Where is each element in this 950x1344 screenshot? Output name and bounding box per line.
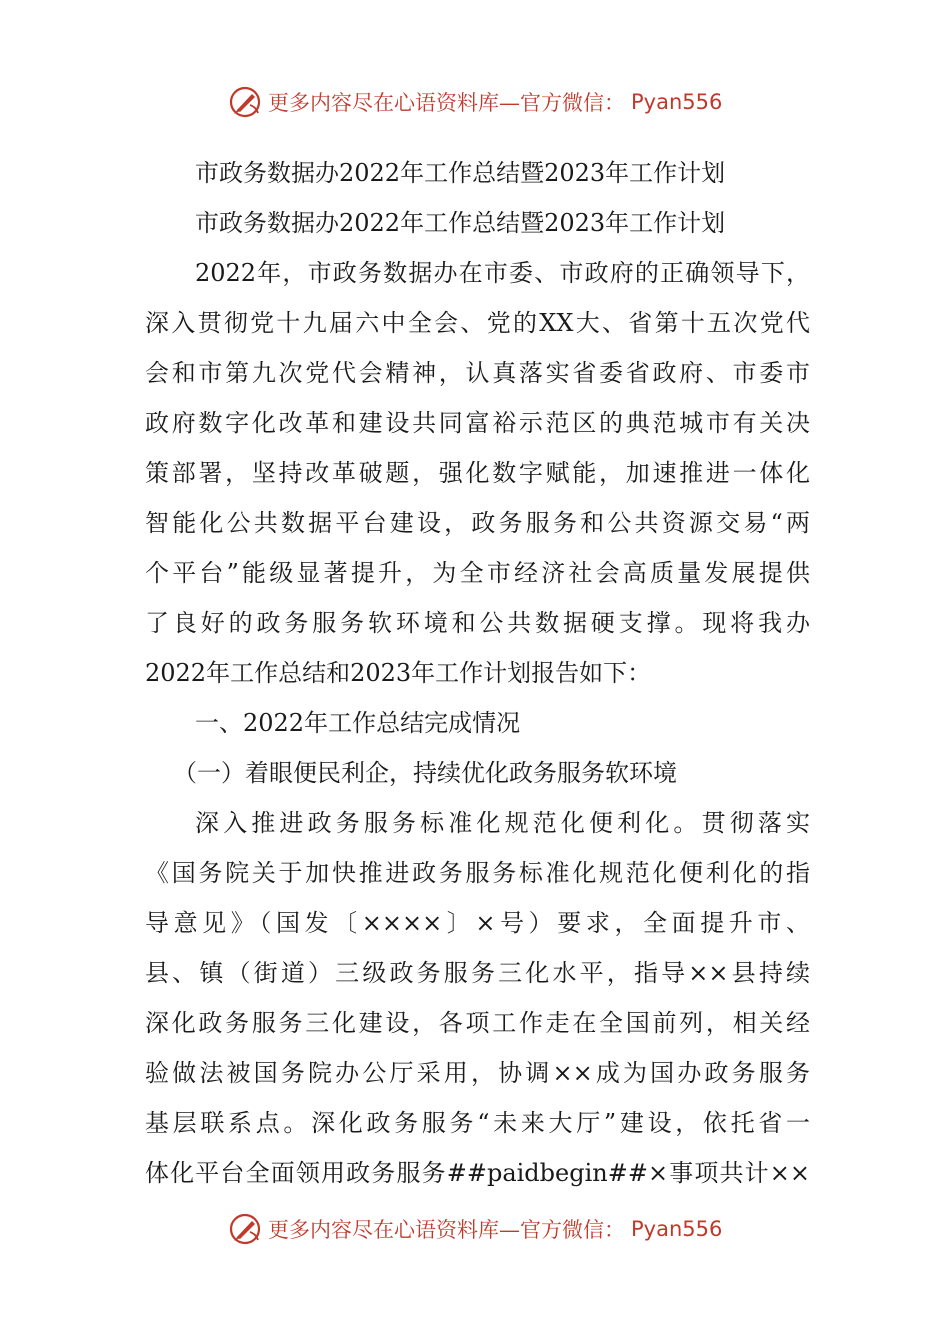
text-line: 验做法被国务院办公厅采用，协调××成为国办政务服务 [145, 1059, 810, 1087]
footer-watermark-banner [228, 1212, 722, 1246]
text-line: 政府数字化改革和建设共同富裕示范区的典范城市有关决 [145, 409, 810, 437]
text-line: 智能化公共数据平台建设，政务服务和公共资源交易“两 [145, 509, 810, 537]
text-line: 2022年，市政务数据办在市委、市政府的正确领导下， [195, 259, 810, 287]
text-line: 了良好的政务服务软环境和公共数据硬支撑。现将我办 [145, 609, 810, 637]
document-subtitle: 市政务数据办2022年工作总结暨2023年工作计划 [195, 209, 726, 237]
text-line: 策部署，坚持改革破题，强化数字赋能，加速推进一体化 [145, 459, 810, 487]
text-line: 《国务院关于加快推进政务服务标准化规范化便利化的指 [145, 859, 810, 887]
text-line: 体化平台全面领用政务服务##paidbegin##×事项共计×× [145, 1159, 810, 1187]
subsection-heading: （一）着眼便民利企，持续优化政务服务软环境 [173, 759, 677, 787]
text-line: 深入推进政务服务标准化规范化便利化。贯彻落实 [195, 809, 810, 837]
text-line: 个平台”能级显著提升，为全市经济社会高质量发展提供 [145, 559, 810, 587]
banner-wechat-id: Pyan556 [631, 90, 723, 114]
section-heading: 一、2022年工作总结完成情况 [195, 709, 521, 737]
pen-logo-icon [228, 85, 262, 119]
text-line: 深化政务服务三化建设，各项工作走在全国前列，相关经 [145, 1009, 810, 1037]
text-line: 县、镇（街道）三级政务服务三化水平，指导××县持续 [145, 959, 810, 987]
banner-text: 更多内容尽在心语资料库—官方微信： [268, 91, 625, 115]
header-watermark-banner [228, 85, 722, 119]
pen-logo-icon [228, 1212, 262, 1246]
text-line: 基层联系点。深化政务服务“未来大厅”建设，依托省一 [145, 1109, 810, 1137]
document-title: 市政务数据办2022年工作总结暨2023年工作计划 [195, 159, 726, 187]
banner-text: 更多内容尽在心语资料库—官方微信： [268, 1218, 625, 1242]
document-body [145, 148, 810, 1198]
banner-wechat-id: Pyan556 [631, 1217, 723, 1241]
text-line: 2022年工作总结和2023年工作计划报告如下： [145, 659, 652, 687]
text-line: 会和市第九次党代会精神，认真落实省委省政府、市委市 [145, 359, 810, 387]
text-line: 导意见》（国发〔××××〕×号）要求，全面提升市、 [145, 909, 810, 937]
text-line: 深入贯彻党十九届六中全会、党的XX大、省第十五次党代 [145, 309, 810, 337]
